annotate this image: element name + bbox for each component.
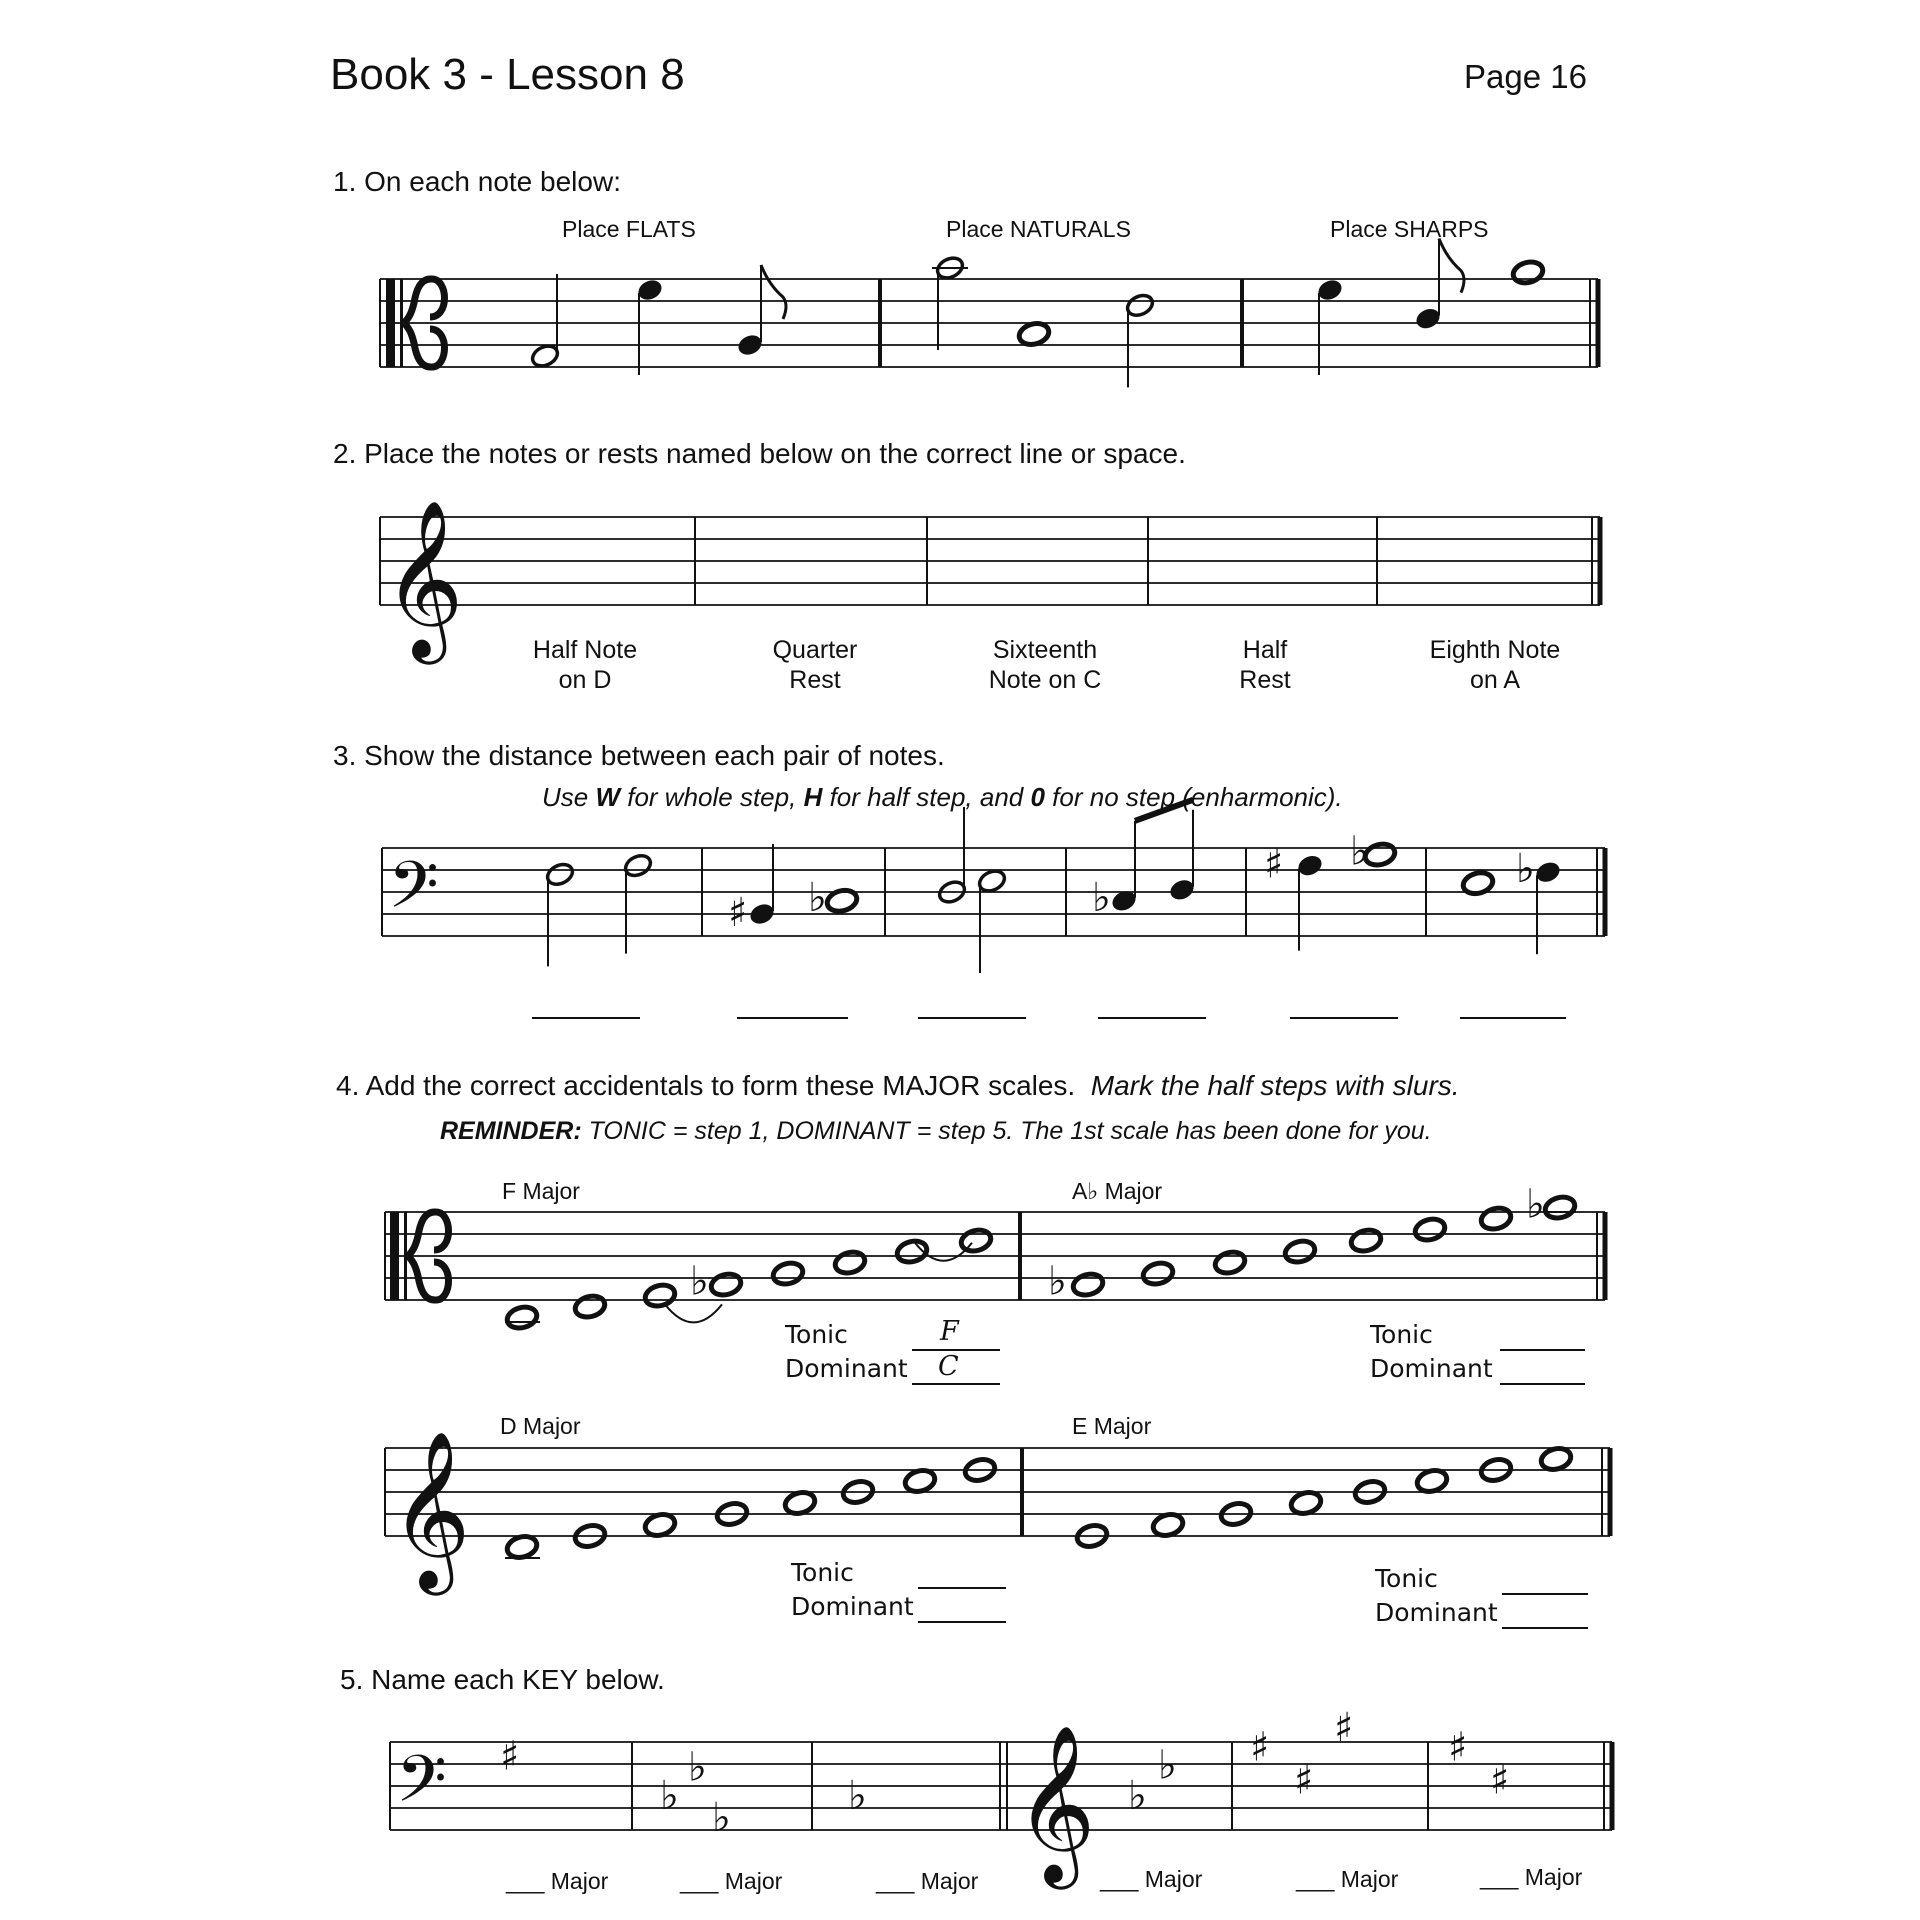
key-blank-6: ___ Major: [1480, 1864, 1583, 1890]
scale-name-e-major: E Major: [1072, 1413, 1152, 1439]
alto-clef-icon: [390, 1212, 399, 1300]
whole-note: [1151, 1511, 1185, 1538]
ab-major-tonic-label: Tonic: [1370, 1320, 1433, 1349]
half-note: [544, 861, 575, 888]
whole-note: [1413, 1216, 1447, 1243]
whole-note: [1017, 320, 1051, 347]
sharp-sign: ♯: [500, 1733, 520, 1780]
whole-note: [959, 1227, 993, 1254]
sharp-sign: ♯: [1334, 1704, 1354, 1751]
q5-prompt: 5. Name each KEY below.: [340, 1664, 665, 1695]
flat-sign: ♭: [1092, 874, 1111, 921]
q1-prompt: 1. On each note below:: [333, 166, 621, 197]
whole-note: [771, 1260, 805, 1287]
sharp-sign: ♯: [728, 890, 748, 936]
whole-note: [709, 1271, 743, 1298]
flat-sign: ♭: [712, 1795, 731, 1842]
whole-note: [1349, 1227, 1383, 1254]
eighth-beam: [1135, 800, 1193, 821]
f-major-dominant-answer: C: [938, 1351, 959, 1382]
flat-sign: ♭: [1128, 1773, 1147, 1820]
scale-name-d-major: D Major: [500, 1413, 581, 1439]
whole-note: [1071, 1271, 1105, 1298]
lesson-title: Book 3 - Lesson 8: [330, 50, 685, 99]
whole-note: [1415, 1467, 1449, 1494]
flat-sign: ♭: [1048, 1258, 1067, 1305]
d-major-tonic-label: Tonic: [791, 1558, 854, 1587]
q2-label-4: Half Rest: [1239, 636, 1291, 694]
q3-instruction: Use W for whole step, H for half step, and 0 for no step (enharmonic).: [542, 782, 1343, 812]
flat-sign: ♭: [1158, 1742, 1177, 1789]
whole-note: [505, 1533, 539, 1560]
half-step-slur: [665, 1304, 722, 1322]
key-blank-2: ___ Major: [680, 1868, 783, 1894]
whole-note: [643, 1282, 677, 1309]
f-major-tonic-answer: F: [940, 1316, 959, 1347]
flat-sign: ♭: [1350, 828, 1369, 875]
flat-sign: ♭: [808, 874, 827, 921]
e-major-tonic-label: Tonic: [1375, 1564, 1438, 1593]
q2-prompt: 2. Place the notes or rests named below on the correct line or space.: [333, 438, 1186, 469]
treble-clef-icon: 𝄞: [1015, 1724, 1096, 1883]
whole-note: [1543, 1194, 1577, 1221]
q2-label-5: Eighth Note on A: [1429, 636, 1561, 694]
sharp-sign: ♯: [1490, 1757, 1510, 1804]
whole-note: [1479, 1205, 1513, 1232]
whole-note: [1511, 259, 1545, 286]
q1-label-sharps: Place SHARPS: [1330, 216, 1489, 242]
q2-label-3: Sixteenth Note on C: [988, 636, 1102, 694]
ab-major-dominant-label: Dominant: [1370, 1354, 1493, 1383]
f-major-dominant-label: Dominant: [785, 1354, 908, 1383]
q3-prompt: 3. Show the distance between each pair of notes.: [333, 740, 945, 771]
alto-clef-icon: [386, 279, 395, 367]
flat-sign: ♭: [1516, 846, 1535, 893]
sharp-sign: ♯: [1294, 1757, 1314, 1804]
treble-clef-icon: 𝄞: [390, 1430, 471, 1589]
flat-sign: ♭: [1526, 1181, 1545, 1228]
bass-clef-icon: 𝄢: [396, 1740, 447, 1833]
flat-sign: ♭: [690, 1258, 709, 1305]
half-note: [976, 867, 1007, 894]
whole-note: [1213, 1249, 1247, 1276]
q2-label-1: Half Note on D: [532, 636, 638, 694]
whole-note: [1289, 1489, 1323, 1516]
whole-note: [1141, 1260, 1175, 1287]
page-number: Page 16: [1464, 58, 1587, 95]
alto-clef-icon: [404, 1212, 407, 1300]
half-note: [622, 852, 653, 879]
sharp-sign: ♯: [1448, 1724, 1468, 1771]
q4-prompt: 4. Add the correct accidentals to form these MAJOR scales. Mark the half steps with slurs.: [336, 1070, 1460, 1101]
key-blank-5: ___ Major: [1296, 1866, 1399, 1892]
key-blank-1: ___ Major: [506, 1868, 609, 1894]
sharp-sign: ♯: [1264, 841, 1284, 888]
flat-sign: ♭: [848, 1773, 867, 1820]
scale-name-ab-major: A♭ Major: [1072, 1178, 1163, 1204]
eighth-flag: [761, 265, 786, 319]
whole-note: [573, 1293, 607, 1320]
q1-label-naturals: Place NATURALS: [946, 216, 1131, 242]
bass-clef-icon: 𝄢: [388, 846, 439, 939]
d-major-dominant-label: Dominant: [791, 1592, 914, 1621]
whole-note: [1283, 1238, 1317, 1265]
whole-note: [505, 1304, 539, 1331]
q4-reminder: REMINDER: TONIC = step 1, DOMINANT = step 5. The 1st scale has been done for you.: [440, 1117, 1432, 1145]
whole-note: [903, 1467, 937, 1494]
whole-note: [643, 1511, 677, 1538]
flat-sign: ♭: [688, 1744, 707, 1791]
sharp-sign: ♯: [1250, 1724, 1270, 1771]
treble-clef-icon: 𝄞: [383, 499, 464, 658]
alto-clef-icon: [400, 279, 403, 367]
key-blank-4: ___ Major: [1100, 1866, 1203, 1892]
flat-sign: ♭: [660, 1773, 679, 1820]
q2-label-2: Quarter Rest: [772, 636, 858, 694]
half-note: [529, 342, 560, 369]
e-major-dominant-label: Dominant: [1375, 1598, 1498, 1627]
half-note: [1124, 292, 1155, 319]
q1-label-flats: Place FLATS: [562, 216, 696, 242]
eighth-flag: [1439, 239, 1464, 293]
scale-name-f-major: F Major: [502, 1178, 580, 1204]
whole-note: [783, 1489, 817, 1516]
whole-note: [1539, 1445, 1573, 1472]
whole-note: [833, 1249, 867, 1276]
f-major-tonic-label: Tonic: [785, 1320, 848, 1349]
key-blank-3: ___ Major: [876, 1868, 979, 1894]
